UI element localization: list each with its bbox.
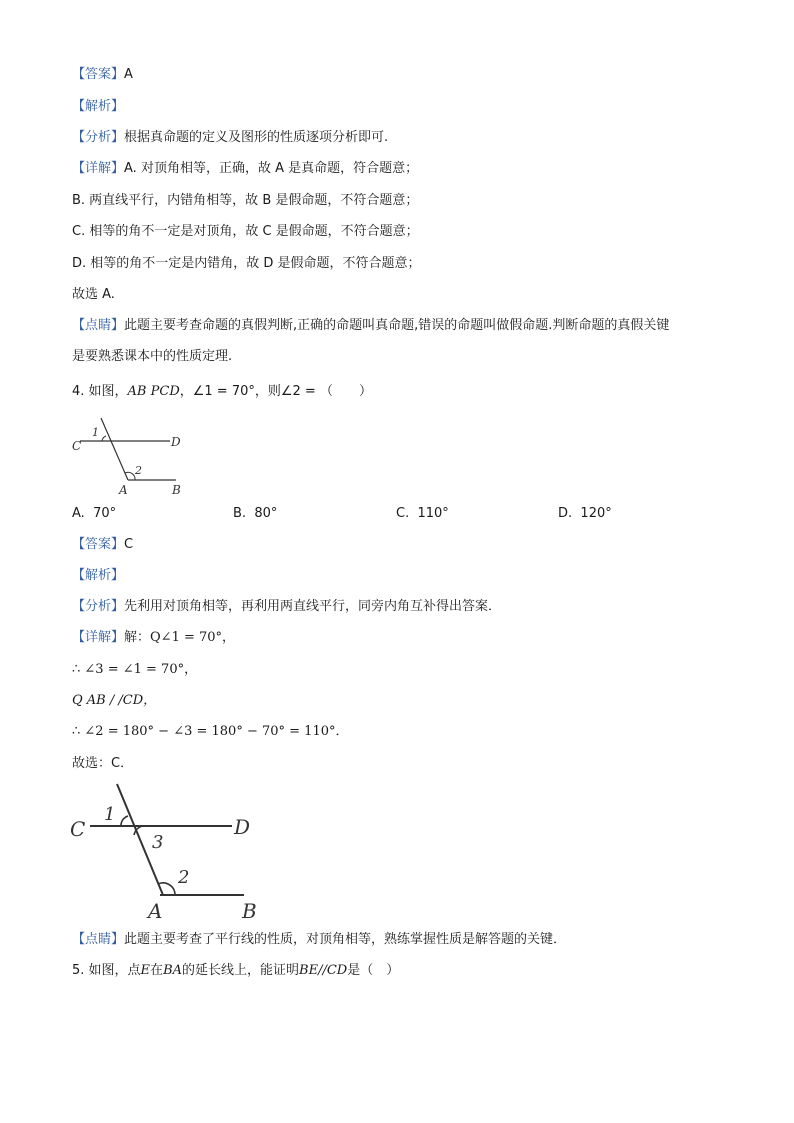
- label-c: C: [70, 817, 86, 841]
- q4-option-c: [396, 505, 449, 523]
- q4-analysis-line: [72, 598, 501, 616]
- q3-answer-line: [72, 66, 133, 84]
- option-value: 120°: [580, 506, 612, 521]
- detail-tag: 【详解】: [72, 161, 125, 176]
- q4-detail-line-4: ∴ ∠2 = 180° − ∠3 = 180° − 70° = 110°．: [72, 724, 349, 739]
- label-c: C: [72, 439, 82, 453]
- jiexi-tag: 【解析】: [72, 99, 125, 114]
- answer-value: A: [124, 67, 133, 82]
- option-value: 80°: [254, 506, 278, 521]
- q3-detail-line-a: [72, 160, 418, 178]
- label-d: D: [234, 815, 251, 839]
- parallel-be-cd: BE//CD: [299, 963, 348, 978]
- q4-small-figure: [68, 414, 198, 500]
- q5-end: 是（ ）: [347, 963, 400, 978]
- q3-choose-line: 故选 A.: [72, 287, 115, 302]
- q4-option-a: [72, 505, 116, 523]
- answer-value: C: [124, 537, 134, 552]
- answer-tag: 【答案】: [72, 537, 125, 552]
- label-2: 2: [135, 464, 142, 477]
- q5-zai: 在: [150, 963, 164, 978]
- q4-detail-line-3: Q AB / /CD，: [72, 693, 157, 708]
- comment-tag: 【点睛】: [72, 932, 125, 947]
- comment-text: 此题主要考查了平行线的性质，对顶角相等，熟练掌握性质是解答题的关键．: [124, 932, 567, 947]
- q3-detail-line-b: B. 两直线平行，内错角相等，故 B 是假命题，不符合题意；: [72, 193, 419, 208]
- option-label: C.: [396, 506, 410, 521]
- label-2: 2: [178, 867, 190, 888]
- detail-tag: 【详解】: [72, 630, 125, 645]
- transversal: [101, 418, 128, 480]
- q4-comment-line: [72, 931, 566, 949]
- q4-stem-rest: ，∠1 = 70°，则∠2 = （ ）: [179, 384, 372, 399]
- point-e: E: [140, 963, 151, 978]
- q4-option-b: [233, 505, 277, 523]
- jiexi-tag: 【解析】: [72, 568, 125, 583]
- label-3: 3: [152, 832, 164, 853]
- label-1: 1: [92, 426, 99, 439]
- q4-detail-line-1: [72, 629, 235, 647]
- angle-1-arc: [102, 436, 106, 441]
- q4-jiexi-line: [72, 567, 124, 585]
- q5-stem-prefix: 5. 如图，点: [72, 963, 141, 978]
- q3-comment-line-2: 是要熟悉课本中的性质定理.: [72, 349, 233, 364]
- q4-answer-line: [72, 536, 133, 554]
- q4-option-d: [558, 505, 612, 523]
- answer-tag: 【答案】: [72, 67, 125, 82]
- q5-stem: [72, 962, 399, 980]
- comment-tag: 【点睛】: [72, 318, 125, 333]
- label-d: D: [171, 435, 181, 449]
- label-b: B: [172, 483, 181, 497]
- detail-text: A. 对顶角相等，正确，故 A 是真命题，符合题意；: [124, 161, 419, 176]
- analysis-text: 根据真命题的定义及图形的性质逐项分析即可.: [124, 130, 389, 145]
- option-label: B.: [233, 506, 247, 521]
- option-value: 110°: [417, 506, 449, 521]
- q4-stem-prefix: 4. 如图，: [72, 384, 128, 399]
- analysis-tag: 【分析】: [72, 130, 125, 145]
- q3-analysis-line: [72, 129, 388, 147]
- label-1: 1: [104, 804, 116, 825]
- label-a: A: [119, 483, 128, 497]
- q4-detail-line-2: ∴ ∠3 = ∠1 = 70°，: [72, 662, 198, 677]
- q3-comment-line-1: [72, 317, 669, 335]
- q3-jiexi-line: [72, 98, 124, 116]
- analysis-tag: 【分析】: [72, 599, 125, 614]
- label-b: B: [242, 899, 257, 923]
- q3-detail-line-c: C. 相等的角不一定是对顶角，故 C 是假命题，不符合题意；: [72, 224, 419, 239]
- q3-detail-line-d: D. 相等的角不一定是内错角，故 D 是假命题，不符合题意；: [72, 256, 421, 271]
- segment-ba: BA: [163, 963, 183, 978]
- detail-step-1: 解：Q∠1 = 70°，: [124, 630, 236, 645]
- comment-text: 此题主要考查命题的真假判断,正确的命题叫真命题,错误的命题叫做假命题.判断命题的真假关键: [124, 318, 670, 333]
- option-label: A.: [72, 506, 85, 521]
- option-value: 70°: [93, 506, 117, 521]
- label-a: A: [148, 899, 163, 923]
- q4-stem: [72, 383, 372, 401]
- q4-stem-math: AB PCD: [127, 384, 180, 399]
- option-label: D.: [558, 506, 573, 521]
- angle-1-arc: [121, 816, 128, 826]
- analysis-text: 先利用对顶角相等，再利用两直线平行，同旁内角互补得出答案．: [124, 599, 502, 614]
- q4-large-figure: [68, 782, 268, 924]
- q5-mid: 的延长线上，能证明: [182, 963, 300, 978]
- q4-choose-line: 故选：C．: [72, 756, 134, 771]
